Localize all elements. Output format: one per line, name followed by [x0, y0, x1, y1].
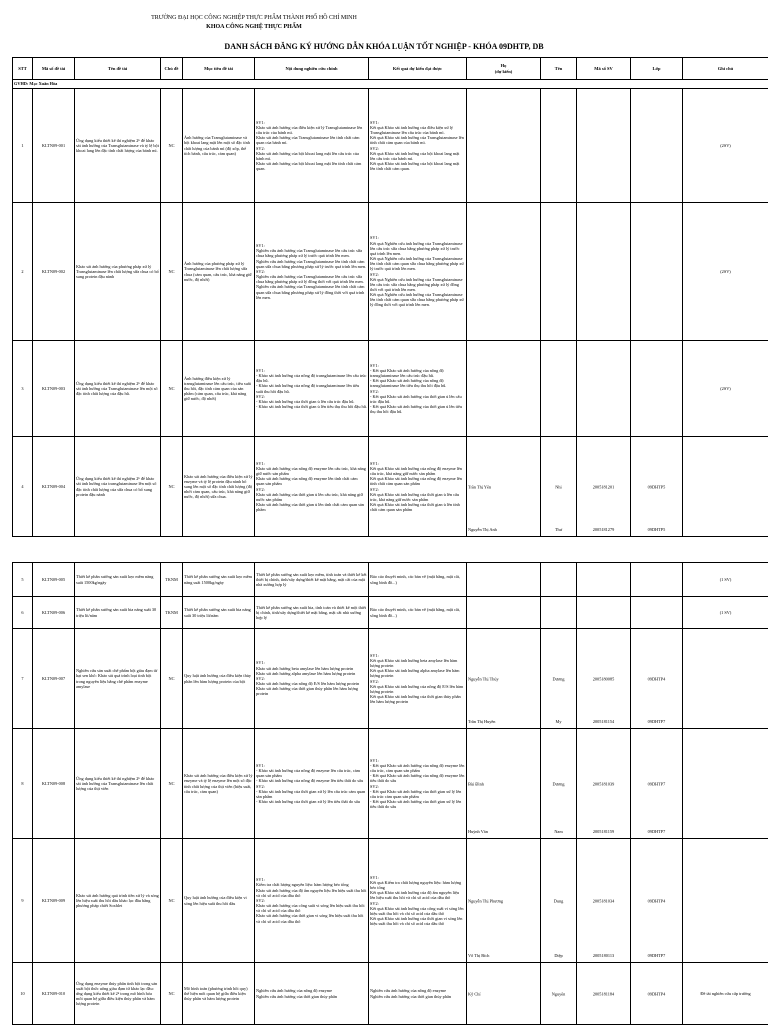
student-id-1: 2005181184	[578, 991, 629, 996]
student-id-2: 2005180113	[578, 953, 629, 958]
expected-result: Báo cáo thuyết minh, các bản vẽ (mặt bằng, mặt cắt, sông bình đồ...)	[369, 597, 467, 629]
topic-code: KLTN09-010	[33, 963, 75, 1025]
registration-table-page-2	[12, 562, 768, 1025]
student-class-2: 09DHTP5	[632, 527, 681, 532]
research-content: SV1: - Khảo sát ảnh hưởng của nồng độ enzyme lên cấu trúc, cảm quan sản phẩm - Khảo sát ảnh hưởng của nồng độ enzyme lên tiêu thất do sấu SV2: - Khảo sát ảnh hưởng của thời gian xử lý lên cấu trúc cảm quan sản phẩm - Khảo sát ảnh hưởng của thời gian xử lý lên tiêu thất do sấu	[255, 729, 369, 839]
research-content: SV1: Kiểm tra chất lượng nguyên liệu: hàm lượng béo tổng Khảo sát ảnh hưởng của độ ẩm nguyên liệu lên hiệu suất thu hồi và chỉ số acid của dầu thô SV2: Khảo sát ảnh hưởng của công suất vi sóng lên hiệu suất thu hồi và chỉ số acid của dầu thô Khảo sát ảnh hưởng của thời gian vi sóng lên hiệu suất thu hồi và chỉ số acid của dầu thô	[255, 839, 369, 963]
faculty-name: KHOA CÔNG NGHỆ THỰC PHẨM	[0, 24, 638, 30]
student-surname-2: Võ Thị Bích	[468, 953, 539, 958]
topic-goal: Khảo sát ảnh hưởng của điều kiện xử lý enzyme và tỷ lệ protein đậu nành bổ sung lên một số đặc tính chất lượng (độ nhớt cảm quan, cấu trúc, khả năng giữ nước, độ nhớt) sữa chua.	[183, 437, 255, 537]
student-class-2: 09DHTP7	[632, 953, 681, 958]
student-name-1: Dương	[542, 781, 575, 786]
student-surname-1: Bùi Đình	[468, 781, 539, 786]
student-name-2: My	[542, 719, 575, 724]
student-surname-cell	[467, 729, 541, 839]
student-id-1: 2005181201	[578, 484, 629, 489]
topic-name: Ứng dụng kiểu thiết kế thí nghiệm 2ᵏ để khảo sát ảnh hưởng của Transglutaminase và tỷ lệ bột khoai lang lên đặc tính chất lượng của bánh mì.	[75, 89, 161, 203]
topic-type: NC	[161, 839, 183, 963]
student-id-cell	[577, 729, 631, 839]
topic-type: NC	[161, 203, 183, 341]
table-header	[13, 58, 768, 80]
student-class-1: 09DHTP4	[632, 991, 681, 996]
topic-name: Ứng dụng kiểu thiết kế thí nghiệm 2ᵏ để khảo sát ảnh hưởng của Transglutaminase lên chất lượng của thịt viên	[75, 729, 161, 839]
expected-result: SV1: - Kết quả Khảo sát ảnh hưởng của nồng độ transglutaminase lên cấu trúc đậu hũ. - Kết quả Khảo sát ảnh hưởng của nồng độ transglutaminase lên tiêu thụ thu hồi đậu hũ. SV2: - Kết quả Khảo sát ảnh hưởng của thời gian ủ lên cấu trúc đậu hũ. - Kết quả Khảo sát ảnh hưởng của thời gian ủ lên tiêu thụ thu hồi đậu hũ.	[369, 341, 467, 437]
student-name-cell	[541, 839, 577, 963]
expected-result: Báo cáo thuyết minh, các bản vẽ (mặt bằng, mặt cắt, sông bình đồ...)	[369, 563, 467, 597]
topic-code: KLTN09-002	[33, 203, 75, 341]
row-number: 2	[13, 203, 33, 341]
document-title: DANH SÁCH ĐĂNG KÝ HƯỚNG DẪN KHÓA LUẬN TỐT NGHIỆP - KHÓA 09DHTP, DB	[0, 42, 768, 51]
column-header: Mã số đề tài	[33, 58, 75, 80]
student-id-cell	[577, 597, 631, 629]
student-id-2: 2005181159	[578, 829, 629, 834]
topic-goal: Khảo sát ảnh hưởng của điều kiện xử lý enzyme và tỷ lệ enzyme lên một số đặc tính chất lượng của thịt viên (hiệu suất, cấu trúc, cảm quan)	[183, 729, 255, 839]
row-number: 6	[13, 597, 33, 629]
row-note: (2SV)	[683, 203, 768, 341]
student-surname-1: Nguyễn Thị Phương	[468, 898, 539, 903]
research-content: Thiết kế phân xưởng sản xuất kẹo mềm, tính toán và thiết kế kết thiết bị chính, tính/xây dựng/thiết kế mặt bằng, mặt cắt của mặt nhà xưởng hợp lý	[255, 563, 369, 597]
row-note: (2SV)	[683, 89, 768, 203]
student-surname-1: Kỹ Chí	[468, 991, 539, 996]
student-id-cell	[577, 341, 631, 437]
student-class-cell	[631, 203, 683, 341]
student-surname-2: Nguyễn Thị Anh	[468, 527, 539, 532]
student-class-cell	[631, 629, 683, 729]
topic-type: NC	[161, 963, 183, 1025]
student-id-2: 2005181154	[578, 719, 629, 724]
topic-type: NC	[161, 629, 183, 729]
column-header: Chủ đề	[161, 58, 183, 80]
student-id-cell	[577, 89, 631, 203]
topic-type: NC	[161, 341, 183, 437]
row-note	[683, 729, 768, 839]
student-class-cell	[631, 839, 683, 963]
topic-code: KLTN09-008	[33, 729, 75, 839]
row-note: (1 SV)	[683, 563, 768, 597]
column-header: STT	[13, 58, 33, 80]
student-class-cell	[631, 563, 683, 597]
student-surname-cell	[467, 437, 541, 537]
student-name-1: Dương	[542, 676, 575, 681]
expected-result: SV1: - Kết quả Khảo sát ảnh hưởng của nồng độ enzyme lên cấu trúc, cảm quan sản phẩm - Kết quả Khảo sát ảnh hưởng của nồng độ enzyme lên tiêu thất do sấu SV2: - Kết quả Khảo sát ảnh hưởng của thời gian xử lý lên cấu trúc cảm quan sản phẩm - Kết quả Khảo sát ảnh hưởng của thời gian xử lý lên tiêu thất do sấu	[369, 729, 467, 839]
student-class-1: 09DHTP4	[632, 676, 681, 681]
student-surname-cell	[467, 89, 541, 203]
table-row	[13, 563, 768, 597]
row-note: Đề tài nghiên cứu cấp trường	[683, 963, 768, 1025]
student-class-cell	[631, 963, 683, 1025]
topic-goal: Ảnh hưởng của phương pháp xử lý Transglutaminase lên chất lượng sữa chua (cảm quan, cấu trúc, khả năng giữ nước, độ nhớt)	[183, 203, 255, 341]
student-surname-2: Huỳnh Văn	[468, 829, 539, 834]
row-number: 1	[13, 89, 33, 203]
topic-goal: Ảnh hưởng điều kiện xử lý transglutaminase lên cấu trúc, tiêu suất thu hồi, đặc tính cảm quan của sản phẩm (cảm quan, cấu trúc, khả năng giữ nước, độ nhớt)	[183, 341, 255, 437]
topic-goal: Thiết kế phân xưởng sản xuất kẹo mềm năng suất 1500kg/ngày	[183, 563, 255, 597]
registration-table-page-1	[12, 57, 768, 537]
column-header: Họ (dự kiến)	[467, 58, 541, 80]
student-class-cell	[631, 597, 683, 629]
expected-result: SV1: Kết quả Kiểm tra chất lượng nguyên liệu: hàm lượng béo tổng Kết quả Khảo sát ảnh hưởng của độ ẩm nguyên liệu lên hiệu suất thu hồi và chỉ số acid của dầu thô SV2: Kết quả Khảo sát ảnh hưởng của công suất vi sóng lên hiệu suất thu hồi và chỉ số acid của dầu thô Kết quả Khảo sát ảnh hưởng của thời gian vi sóng lên hiệu suất thu hồi và chỉ số acid của dầu thô	[369, 839, 467, 963]
column-header: Ghi chú	[683, 58, 768, 80]
table-row	[13, 597, 768, 629]
student-surname-cell	[467, 597, 541, 629]
research-content: Nghiên cứu ảnh hưởng của nồng độ enzyme Nghiên cứu ảnh hưởng của thời gian thủy phân	[255, 963, 369, 1025]
topic-code: KLTN09-007	[33, 629, 75, 729]
student-id-cell	[577, 437, 631, 537]
topic-type: TKNM	[161, 563, 183, 597]
table-row	[13, 203, 768, 341]
topic-code: KLTN09-003	[33, 341, 75, 437]
topic-type: NC	[161, 729, 183, 839]
student-surname-cell	[467, 563, 541, 597]
student-name-cell	[541, 437, 577, 537]
row-number: 8	[13, 729, 33, 839]
research-content: SV1: Khảo sát ảnh hưởng của điều kiện xử lý Transglutaminase lên cấu trúc của bánh mì. Khảo sát ảnh hưởng của Transglutaminase lên tính chất cảm quan của bánh mì. SV2: Khảo sát ảnh hưởng của bột khoai lang mật lên cấu trúc của bánh mì. Khảo sát ảnh hưởng của bột khoai lang mật lên tính chất cảm quan.	[255, 89, 369, 203]
university-name: TRƯỜNG ĐẠI HỌC CÔNG NGHIỆP THỰC PHẨM THÀNH PHỐ HỒ CHÍ MINH	[0, 15, 638, 21]
student-name-1: Nguyên	[542, 991, 575, 996]
row-number: 10	[13, 963, 33, 1025]
student-class-1: 09DHTP5	[632, 484, 681, 489]
student-class-1: 09DHTP4	[632, 898, 681, 903]
student-class-cell	[631, 341, 683, 437]
student-surname-cell	[467, 963, 541, 1025]
expected-result: SV1: Kết quả Khảo sát ảnh hưởng của điều kiện xử lý Transglutaminase lên cấu trúc của bánh mì. Kết quả Khảo sát ảnh hưởng của Transglutaminase lên tính chất cảm quan của bánh mì. SV2: Kết quả Khảo sát ảnh hưởng của bột khoai lang mật lên cấu trúc của bánh mì. Kết quả Khảo sát ảnh hưởng của bột khoai lang mật lên tính chất cảm quan.	[369, 89, 467, 203]
topic-goal: Quy luật ảnh hưởng của điều kiện thủy phân lên hàm lượng protein của bột	[183, 629, 255, 729]
table-row	[13, 629, 768, 729]
student-class-cell	[631, 729, 683, 839]
topic-name: Ứng dụng kiểu thiết kế thí nghiệm 2ᵏ để khảo sát ảnh hưởng của transglutaminase lên một số đặc tính chất lượng của sữa chua có bổ sung protein đậu nành	[75, 437, 161, 537]
row-number: 9	[13, 839, 33, 963]
student-name-2: Nam	[542, 829, 575, 834]
expected-result: SV1: Kết quả Khảo sát ảnh hưởng beta amylase lên hàm lượng protein Kết quả Khảo sát ảnh hưởng alpha amylase lên hàm lượng protein SV2: Kết quả Khảo sát ảnh hưởng của nồng độ E/S lên hàm lượng protein Kết quả Khảo sát ảnh hưởng của thời gian thủy phân lên hàm lượng protein	[369, 629, 467, 729]
research-content: SV1: Khảo sát ảnh hưởng của nồng độ enzyme lên cấu trúc, khả năng giữ nước sản phẩm Khảo sát ảnh hưởng của nồng độ enzyme lên tính chất cảm quan sản phẩm SV2: Khảo sát ảnh hưởng của thời gian ủ lên cấu trúc, khả năng giữ nước sản phẩm Khảo sát ảnh hưởng của thời gian ủ lên tính chất cảm quan sản phẩm	[255, 437, 369, 537]
expected-result: SV1: Kết quả Khảo sát ảnh hưởng của nồng độ enzyme lên cấu trúc, khả năng giữ nước sản phẩm Kết quả Khảo sát ảnh hưởng của nồng độ enzyme lên tính chất cảm quan sản phẩm SV2: Kết quả Khảo sát ảnh hưởng của thời gian ủ lên cấu trúc, khả năng giữ nước sản phẩm Kết quả Khảo sát ảnh hưởng của thời gian ủ lên tính chất cảm quan sản phẩm	[369, 437, 467, 537]
row-note	[683, 629, 768, 729]
student-surname-2: Trần Thị Huyền	[468, 719, 539, 724]
row-note: (1 SV)	[683, 597, 768, 629]
research-content: Thiết kế phân xưởng sản xuất bia, tính toán và thiết kế một thiết bị chính, tính/xây dựng/thiết kế mặt bằng, mặt cắt nhà xưởng hợp lý	[255, 597, 369, 629]
student-name-cell	[541, 963, 577, 1025]
student-id-cell	[577, 963, 631, 1025]
student-name-cell	[541, 203, 577, 341]
student-name-1: Nhi	[542, 484, 575, 489]
research-content: SV1: - Khảo sát ảnh hưởng của nồng độ transglutaminase lên cấu trúc đậu hũ. - Khảo sát ảnh hưởng của nồng độ transglutaminase lên tiêu suất thu hồi đậu hũ. SV2: - Khảo sát ảnh hưởng của thời gian ủ lên cấu trúc đậu hũ. - Khảo sát ảnh hưởng của thời gian ủ lên tiêu thụ thu hồi đậu hũ.	[255, 341, 369, 437]
student-id-cell	[577, 563, 631, 597]
column-header: Kết quả dự kiến đạt được	[369, 58, 467, 80]
table-row	[13, 729, 768, 839]
table-row	[13, 963, 768, 1025]
topic-code: KLTN09-005	[33, 563, 75, 597]
table-row	[13, 839, 768, 963]
research-content: SV1: Nghiên cứu ảnh hưởng của Transglutaminase lên cấu trúc sữa chua bằng phương pháp xử lý trước quá trình lên men. Nghiên cứu ảnh hưởng của Transglutaminase lên tính chất cảm quan sữa chua bằng phương pháp xử lý trước quá trình lên men. SV2: Nghiên cứu ảnh hưởng của Transglutaminase lên cấu trúc sữa chua bằng phương pháp xử lý đồng thời với quá trình lên men. Nghiên cứu ảnh hưởng của Transglutaminase lên tính chất cảm quan sữa chua bằng phương pháp xử lý đồng thời với quá trình lên men.	[255, 203, 369, 341]
row-number: 3	[13, 341, 33, 437]
topic-goal: Quy luật ảnh hưởng của điều kiện vi sóng lên hiệu suất thu hồi dầu	[183, 839, 255, 963]
student-name-cell	[541, 89, 577, 203]
student-class-2: 09DHTP7	[632, 829, 681, 834]
row-number: 4	[13, 437, 33, 537]
expected-result: Nghiên cứu ảnh hưởng của nồng độ enzyme Nghiên cứu ảnh hưởng của thời gian thủy phân	[369, 963, 467, 1025]
student-id-1: 2005181034	[578, 898, 629, 903]
topic-code: KLTN09-006	[33, 597, 75, 629]
topic-name: Thiết kế phân xưởng sản xuất kẹo mềm năng suất 1500kg/ngày	[75, 563, 161, 597]
student-name-cell	[541, 563, 577, 597]
topic-name: Thiết kế phân xưởng sản xuất bia năng suất 30 triệu lít/năm	[75, 597, 161, 629]
column-header: Mục tiêu đề tài	[183, 58, 255, 80]
row-number: 5	[13, 563, 33, 597]
student-class-1: 09DHTP7	[632, 781, 681, 786]
row-number: 7	[13, 629, 33, 729]
row-note: (2SV)	[683, 341, 768, 437]
student-surname-cell	[467, 341, 541, 437]
table-row	[13, 341, 768, 437]
table-row	[13, 89, 768, 203]
topic-goal: Thiết kế phân xưởng sản xuất bia năng suất 30 triệu lít/năm	[183, 597, 255, 629]
student-name-cell	[541, 729, 577, 839]
column-header: Mã số SV	[577, 58, 631, 80]
student-id-1: 2005181039	[578, 781, 629, 786]
student-name-2: Diệp	[542, 953, 575, 958]
student-name-cell	[541, 341, 577, 437]
table-row	[13, 437, 768, 537]
student-id-cell	[577, 629, 631, 729]
student-id-2: 2005181279	[578, 527, 629, 532]
topic-name: Khảo sát ảnh hưởng quá trình tiền xử lý và sóng lên hiệu suất thu hồi dầu khảo lạc đầu bằng phương pháp chiết Soxhlet	[75, 839, 161, 963]
topic-code: KLTN09-009	[33, 839, 75, 963]
topic-name: Ứng dụng enzyme thủy phân tinh bột trong sản xuất bột thức uống giàu đạm từ khảo lạc đầu: ứng dụng kiểu thiết kế 2ᵏ trong mô hình hóa môi quan hệ giữa điều kiện thủy phân và hàm lượng protein	[75, 963, 161, 1025]
row-note	[683, 839, 768, 963]
student-surname-1: Nguyễn Thị Thúy	[468, 676, 539, 681]
column-header: Lớp	[631, 58, 683, 80]
student-name-cell	[541, 597, 577, 629]
column-header: Nội dung nghiên cứu chính	[255, 58, 369, 80]
column-header: Tên đề tài	[75, 58, 161, 80]
research-content: SV1: Khảo sát ảnh hưởng beta amylase lên hàm lượng protein Khảo sát ảnh hưởng alpha amylase lên hàm lượng protein SV2: Khảo sát ảnh hưởng của nồng độ E/S lên hàm lượng protein Khảo sát ảnh hưởng của thời gian thủy phân lên hàm lượng protein	[255, 629, 369, 729]
topic-goal: Mô hình toán (phương trình hồi quy) thể hiện mối quan hệ giữa điều kiện thủy phân và hàm lượng protein	[183, 963, 255, 1025]
student-id-1: 2005180085	[578, 676, 629, 681]
student-class-cell	[631, 437, 683, 537]
student-surname-cell	[467, 629, 541, 729]
row-note	[683, 437, 768, 537]
topic-goal: Ảnh hưởng của Transglutaminase và bột khoai lang mật lên một số đặc tính chất lượng của bánh mì (độ xốp, thể tích bánh, cấu trúc, cảm quan)	[183, 89, 255, 203]
topic-name: Nghiên cứu sản xuất chế phẩm bột giàu đạm từ hạt sen khô: Khảo sát quá trình loại tinh bột trong nguyên liệu bằng chế phẩm enzyme amylase	[75, 629, 161, 729]
student-surname-cell	[467, 203, 541, 341]
student-name-1: Dung	[542, 898, 575, 903]
student-name-2: Thư	[542, 527, 575, 532]
expected-result: SV1: Kết quả Nghiên cứu ảnh hưởng của Transglutaminase lên cấu trúc sữa chua bằng phương pháp xử lý trước quá trình lên men. Kết quả Nghiên cứu ảnh hưởng của Transglutaminase lên tính chất cảm quan sữa chua bằng phương pháp xử lý trước quá trình lên men. SV2: Kết quả Nghiên cứu ảnh hưởng của Transglutaminase lên cấu trúc sữa chua bằng phương pháp xử lý đồng thời với quá trình lên men. Kết quả Nghiên cứu ảnh hưởng của Transglutaminase lên tính chất cảm quan sữa chua bằng phương pháp xử lý đồng thời với quá trình lên men.	[369, 203, 467, 341]
supervisor-name: GVHD: Mạc Xuân Hòa	[13, 80, 768, 89]
topic-type: NC	[161, 437, 183, 537]
topic-name: Ứng dụng kiểu thiết kế thí nghiệm 2ᵏ để khảo sát ảnh hưởng của Transglutaminase lên một số đặc tính chất lượng của đậu hũ.	[75, 341, 161, 437]
student-surname-1: Trần Thị Yến	[468, 484, 539, 489]
student-id-cell	[577, 839, 631, 963]
student-surname-cell	[467, 839, 541, 963]
student-name-cell	[541, 629, 577, 729]
student-id-cell	[577, 203, 631, 341]
topic-code: KLTN09-004	[33, 437, 75, 537]
topic-type: NC	[161, 89, 183, 203]
student-class-2: 09DHTP7	[632, 719, 681, 724]
topic-name: Khảo sát ảnh hưởng của phương pháp xử lý Transglutaminase lên chất lượng sữa chua có bổ sung protein đậu nành	[75, 203, 161, 341]
student-class-cell	[631, 89, 683, 203]
topic-type: TKNM	[161, 597, 183, 629]
column-header: Tên	[541, 58, 577, 80]
topic-code: KLTN09-001	[33, 89, 75, 203]
